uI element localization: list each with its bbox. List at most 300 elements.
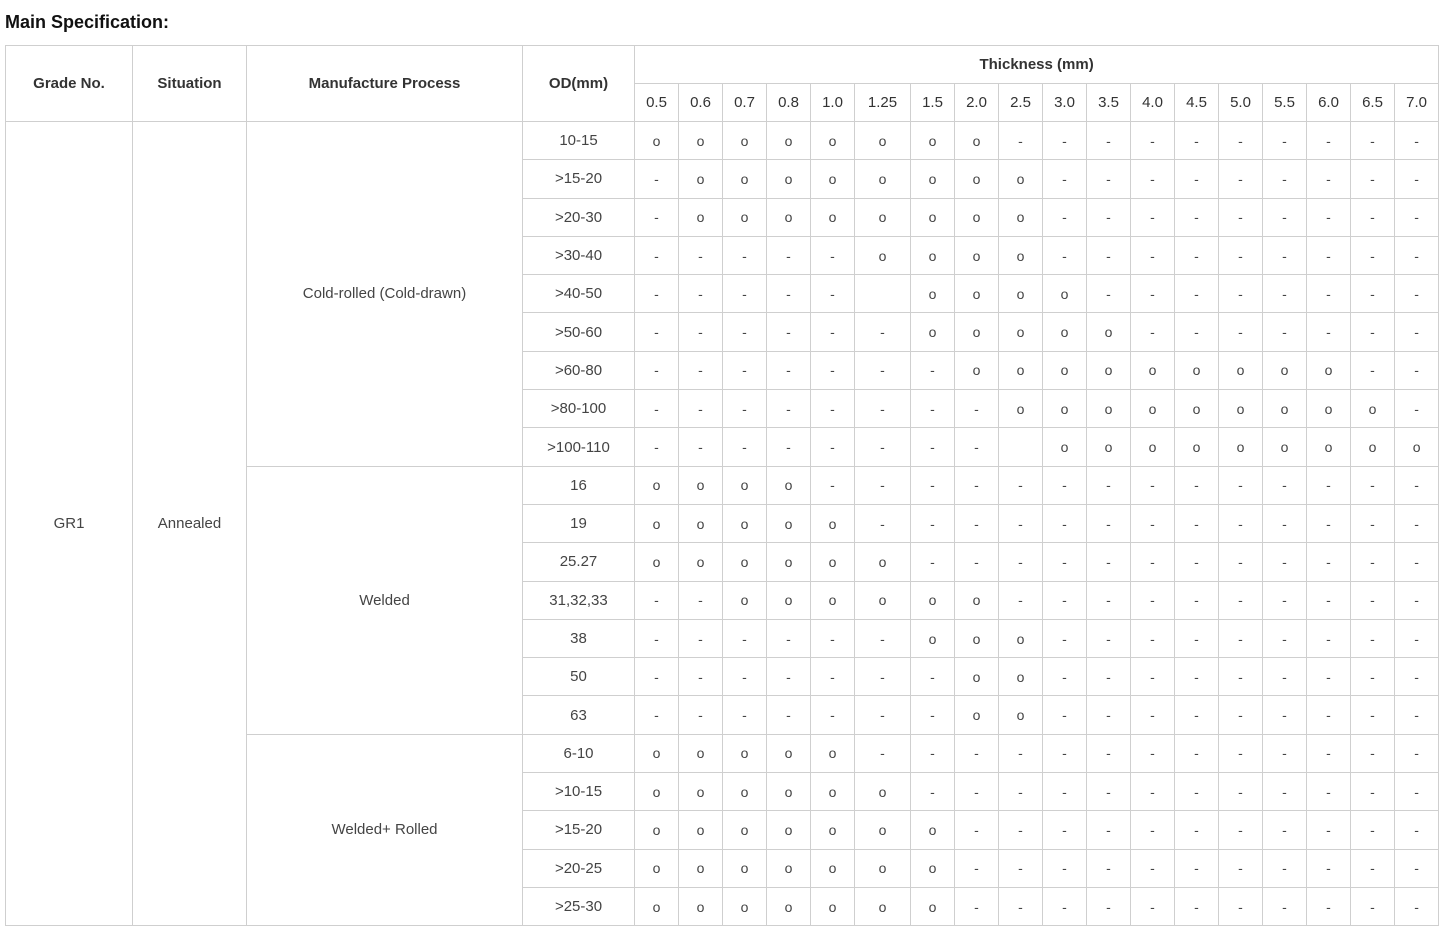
- availability-cell: o: [723, 581, 767, 619]
- availability-cell: -: [1131, 773, 1175, 811]
- header-thickness-value: 2.5: [999, 84, 1043, 122]
- availability-cell: -: [1395, 543, 1439, 581]
- availability-cell: -: [1395, 581, 1439, 619]
- availability-cell: -: [1307, 313, 1351, 351]
- availability-cell: o: [723, 887, 767, 925]
- availability-cell: -: [1351, 198, 1395, 236]
- availability-cell: o: [811, 198, 855, 236]
- availability-cell: -: [1219, 198, 1263, 236]
- availability-cell: -: [1219, 122, 1263, 160]
- availability-cell: o: [1175, 428, 1219, 466]
- availability-cell: [855, 275, 911, 313]
- availability-cell: -: [1175, 160, 1219, 198]
- availability-cell: -: [999, 811, 1043, 849]
- od-cell: 50: [523, 658, 635, 696]
- header-thickness-value: 3.5: [1087, 84, 1131, 122]
- availability-cell: -: [1263, 811, 1307, 849]
- availability-cell: o: [723, 811, 767, 849]
- availability-cell: -: [1263, 581, 1307, 619]
- availability-cell: -: [1307, 581, 1351, 619]
- availability-cell: o: [1307, 351, 1351, 389]
- specification-table: [5, 45, 1439, 926]
- availability-cell: o: [955, 351, 999, 389]
- availability-cell: -: [1395, 122, 1439, 160]
- header-thickness-value: 6.5: [1351, 84, 1395, 122]
- availability-cell: -: [911, 504, 955, 542]
- availability-cell: o: [635, 466, 679, 504]
- availability-cell: o: [955, 122, 999, 160]
- availability-cell: o: [679, 504, 723, 542]
- availability-cell: -: [1043, 581, 1087, 619]
- availability-cell: o: [999, 313, 1043, 351]
- availability-cell: o: [679, 734, 723, 772]
- availability-cell: o: [1087, 428, 1131, 466]
- availability-cell: -: [811, 466, 855, 504]
- availability-cell: o: [955, 198, 999, 236]
- availability-cell: o: [1219, 390, 1263, 428]
- availability-cell: -: [1263, 313, 1307, 351]
- availability-cell: o: [855, 198, 911, 236]
- availability-cell: -: [767, 313, 811, 351]
- availability-cell: -: [911, 734, 955, 772]
- availability-cell: o: [1043, 275, 1087, 313]
- availability-cell: -: [1263, 696, 1307, 734]
- availability-cell: o: [855, 849, 911, 887]
- header-thickness-value: 6.0: [1307, 84, 1351, 122]
- availability-cell: o: [679, 160, 723, 198]
- availability-cell: -: [1175, 466, 1219, 504]
- availability-cell: o: [911, 849, 955, 887]
- availability-cell: -: [679, 619, 723, 657]
- availability-cell: -: [1175, 543, 1219, 581]
- situation-cell: Annealed: [133, 122, 247, 926]
- availability-cell: -: [635, 658, 679, 696]
- availability-cell: -: [1263, 466, 1307, 504]
- availability-cell: -: [911, 390, 955, 428]
- availability-cell: -: [999, 849, 1043, 887]
- availability-cell: -: [1175, 122, 1219, 160]
- availability-cell: -: [1219, 160, 1263, 198]
- availability-cell: -: [723, 658, 767, 696]
- availability-cell: -: [1043, 658, 1087, 696]
- availability-cell: -: [1263, 236, 1307, 274]
- process-cell: Welded: [247, 466, 523, 734]
- availability-cell: -: [811, 428, 855, 466]
- availability-cell: -: [1395, 734, 1439, 772]
- availability-cell: o: [911, 887, 955, 925]
- availability-cell: -: [635, 351, 679, 389]
- availability-cell: -: [635, 619, 679, 657]
- availability-cell: -: [1131, 543, 1175, 581]
- availability-cell: -: [855, 658, 911, 696]
- availability-cell: o: [955, 275, 999, 313]
- availability-cell: -: [1219, 275, 1263, 313]
- availability-cell: -: [999, 773, 1043, 811]
- availability-cell: o: [635, 504, 679, 542]
- availability-cell: -: [1263, 543, 1307, 581]
- availability-cell: o: [635, 543, 679, 581]
- availability-cell: -: [1043, 619, 1087, 657]
- availability-cell: -: [955, 849, 999, 887]
- availability-cell: -: [1351, 351, 1395, 389]
- availability-cell: o: [1263, 428, 1307, 466]
- availability-cell: o: [999, 160, 1043, 198]
- od-cell: >50-60: [523, 313, 635, 351]
- availability-cell: -: [955, 466, 999, 504]
- availability-cell: o: [679, 849, 723, 887]
- availability-cell: -: [767, 658, 811, 696]
- availability-cell: -: [1043, 773, 1087, 811]
- availability-cell: o: [855, 122, 911, 160]
- availability-cell: -: [855, 734, 911, 772]
- availability-cell: -: [1219, 696, 1263, 734]
- od-cell: >10-15: [523, 773, 635, 811]
- availability-cell: -: [911, 773, 955, 811]
- availability-cell: -: [1175, 696, 1219, 734]
- header-thickness-value: 2.0: [955, 84, 999, 122]
- availability-cell: -: [855, 504, 911, 542]
- availability-cell: -: [1307, 773, 1351, 811]
- availability-cell: o: [999, 351, 1043, 389]
- od-cell: 19: [523, 504, 635, 542]
- availability-cell: -: [1263, 198, 1307, 236]
- page-title: Main Specification:: [5, 12, 170, 32]
- header-thickness-value: 7.0: [1395, 84, 1439, 122]
- availability-cell: o: [999, 619, 1043, 657]
- availability-cell: o: [811, 887, 855, 925]
- availability-cell: -: [1395, 198, 1439, 236]
- availability-cell: -: [1219, 658, 1263, 696]
- od-cell: >60-80: [523, 351, 635, 389]
- availability-cell: -: [1307, 275, 1351, 313]
- availability-cell: -: [635, 696, 679, 734]
- availability-cell: o: [767, 198, 811, 236]
- availability-cell: -: [1131, 734, 1175, 772]
- availability-cell: -: [1175, 581, 1219, 619]
- availability-cell: -: [1087, 811, 1131, 849]
- availability-cell: o: [679, 466, 723, 504]
- availability-cell: -: [635, 428, 679, 466]
- availability-cell: -: [1087, 581, 1131, 619]
- availability-cell: -: [1307, 198, 1351, 236]
- availability-cell: -: [1307, 543, 1351, 581]
- availability-cell: -: [1131, 198, 1175, 236]
- od-cell: >20-25: [523, 849, 635, 887]
- availability-cell: o: [855, 811, 911, 849]
- availability-cell: -: [999, 887, 1043, 925]
- availability-cell: -: [679, 428, 723, 466]
- availability-cell: -: [1131, 275, 1175, 313]
- od-cell: >15-20: [523, 160, 635, 198]
- availability-cell: o: [679, 887, 723, 925]
- availability-cell: o: [855, 581, 911, 619]
- availability-cell: -: [1395, 390, 1439, 428]
- availability-cell: o: [767, 543, 811, 581]
- availability-cell: -: [1087, 619, 1131, 657]
- availability-cell: o: [767, 811, 811, 849]
- availability-cell: -: [1087, 849, 1131, 887]
- availability-cell: o: [1087, 390, 1131, 428]
- availability-cell: -: [679, 658, 723, 696]
- availability-cell: o: [999, 198, 1043, 236]
- availability-cell: o: [723, 773, 767, 811]
- availability-cell: -: [911, 696, 955, 734]
- availability-cell: o: [767, 734, 811, 772]
- availability-cell: -: [679, 236, 723, 274]
- header-thickness-value: 4.5: [1175, 84, 1219, 122]
- availability-cell: -: [1351, 887, 1395, 925]
- availability-cell: -: [1175, 236, 1219, 274]
- availability-cell: -: [1219, 504, 1263, 542]
- availability-cell: o: [723, 198, 767, 236]
- availability-cell: -: [855, 313, 911, 351]
- availability-cell: -: [955, 811, 999, 849]
- availability-cell: o: [911, 313, 955, 351]
- availability-cell: o: [1043, 351, 1087, 389]
- availability-cell: o: [635, 849, 679, 887]
- availability-cell: -: [911, 466, 955, 504]
- availability-cell: -: [679, 390, 723, 428]
- availability-cell: -: [999, 466, 1043, 504]
- availability-cell: -: [1351, 504, 1395, 542]
- availability-cell: -: [1219, 619, 1263, 657]
- availability-cell: o: [811, 504, 855, 542]
- header-thickness-value: 5.0: [1219, 84, 1263, 122]
- availability-cell: -: [1219, 543, 1263, 581]
- availability-cell: o: [1351, 428, 1395, 466]
- availability-cell: -: [1351, 658, 1395, 696]
- availability-cell: -: [1131, 581, 1175, 619]
- availability-cell: -: [1395, 160, 1439, 198]
- od-cell: >100-110: [523, 428, 635, 466]
- availability-cell: -: [1131, 619, 1175, 657]
- availability-cell: -: [1175, 811, 1219, 849]
- availability-cell: -: [1175, 275, 1219, 313]
- availability-cell: -: [723, 313, 767, 351]
- availability-cell: -: [1395, 236, 1439, 274]
- availability-cell: -: [723, 351, 767, 389]
- availability-cell: -: [1175, 313, 1219, 351]
- availability-cell: o: [679, 543, 723, 581]
- availability-cell: -: [1043, 160, 1087, 198]
- availability-cell: -: [1175, 887, 1219, 925]
- availability-cell: o: [855, 160, 911, 198]
- availability-cell: -: [1219, 887, 1263, 925]
- availability-cell: o: [767, 122, 811, 160]
- availability-cell: -: [1351, 581, 1395, 619]
- availability-cell: -: [811, 236, 855, 274]
- availability-cell: o: [679, 773, 723, 811]
- availability-cell: -: [1219, 773, 1263, 811]
- availability-cell: -: [1087, 198, 1131, 236]
- header-manufacture-process: Manufacture Process: [247, 46, 523, 122]
- availability-cell: -: [1351, 275, 1395, 313]
- availability-cell: -: [1307, 504, 1351, 542]
- availability-cell: -: [1263, 619, 1307, 657]
- availability-cell: -: [1263, 887, 1307, 925]
- availability-cell: o: [999, 390, 1043, 428]
- availability-cell: -: [1131, 658, 1175, 696]
- availability-cell: o: [767, 773, 811, 811]
- availability-cell: o: [1219, 428, 1263, 466]
- availability-cell: -: [723, 696, 767, 734]
- header-thickness-value: 5.5: [1263, 84, 1307, 122]
- availability-cell: o: [811, 122, 855, 160]
- availability-cell: o: [767, 887, 811, 925]
- availability-cell: -: [1043, 734, 1087, 772]
- availability-cell: o: [723, 122, 767, 160]
- availability-cell: -: [1395, 466, 1439, 504]
- availability-cell: -: [1087, 543, 1131, 581]
- availability-cell: o: [999, 658, 1043, 696]
- header-thickness-value: 1.0: [811, 84, 855, 122]
- availability-cell: -: [1219, 581, 1263, 619]
- availability-cell: -: [855, 351, 911, 389]
- availability-cell: -: [1131, 122, 1175, 160]
- availability-cell: -: [1351, 734, 1395, 772]
- availability-cell: o: [811, 543, 855, 581]
- availability-cell: o: [911, 198, 955, 236]
- availability-cell: o: [767, 504, 811, 542]
- availability-cell: -: [1043, 122, 1087, 160]
- availability-cell: -: [955, 887, 999, 925]
- availability-cell: -: [1219, 313, 1263, 351]
- availability-cell: o: [911, 275, 955, 313]
- availability-cell: -: [1395, 351, 1439, 389]
- availability-cell: o: [955, 619, 999, 657]
- availability-cell: -: [635, 275, 679, 313]
- availability-cell: o: [1307, 428, 1351, 466]
- availability-cell: o: [811, 811, 855, 849]
- availability-cell: -: [1307, 160, 1351, 198]
- process-cell: Cold-rolled (Cold-drawn): [247, 122, 523, 467]
- od-cell: >80-100: [523, 390, 635, 428]
- availability-cell: o: [811, 734, 855, 772]
- availability-cell: o: [911, 160, 955, 198]
- availability-cell: -: [723, 275, 767, 313]
- availability-cell: -: [855, 619, 911, 657]
- availability-cell: -: [1263, 275, 1307, 313]
- availability-cell: o: [955, 581, 999, 619]
- availability-cell: o: [955, 160, 999, 198]
- availability-cell: o: [635, 122, 679, 160]
- availability-cell: o: [855, 887, 911, 925]
- availability-cell: -: [1087, 236, 1131, 274]
- availability-cell: -: [723, 619, 767, 657]
- availability-cell: -: [1395, 811, 1439, 849]
- table-row: [6, 122, 1439, 160]
- availability-cell: o: [635, 734, 679, 772]
- availability-cell: -: [999, 122, 1043, 160]
- availability-cell: o: [1131, 351, 1175, 389]
- availability-cell: -: [1131, 811, 1175, 849]
- availability-cell: -: [811, 275, 855, 313]
- header-row: [6, 46, 1439, 84]
- availability-cell: -: [1131, 849, 1175, 887]
- availability-cell: -: [911, 543, 955, 581]
- availability-cell: o: [811, 160, 855, 198]
- availability-cell: -: [1395, 658, 1439, 696]
- availability-cell: -: [1043, 543, 1087, 581]
- availability-cell: o: [911, 236, 955, 274]
- header-thickness-value: 4.0: [1131, 84, 1175, 122]
- availability-cell: -: [1351, 619, 1395, 657]
- availability-cell: -: [1131, 887, 1175, 925]
- availability-cell: -: [1307, 122, 1351, 160]
- availability-cell: -: [1351, 811, 1395, 849]
- availability-cell: -: [767, 275, 811, 313]
- availability-cell: -: [1395, 275, 1439, 313]
- od-cell: 10-15: [523, 122, 635, 160]
- availability-cell: -: [1263, 504, 1307, 542]
- availability-cell: -: [1043, 236, 1087, 274]
- availability-cell: o: [679, 198, 723, 236]
- header-thickness-value: 0.5: [635, 84, 679, 122]
- availability-cell: o: [1351, 390, 1395, 428]
- availability-cell: -: [1395, 773, 1439, 811]
- availability-cell: -: [1043, 504, 1087, 542]
- availability-cell: o: [1263, 351, 1307, 389]
- availability-cell: -: [1351, 543, 1395, 581]
- availability-cell: -: [723, 236, 767, 274]
- availability-cell: -: [855, 428, 911, 466]
- availability-cell: -: [1263, 849, 1307, 887]
- availability-cell: -: [1175, 658, 1219, 696]
- availability-cell: -: [679, 313, 723, 351]
- availability-cell: -: [1395, 313, 1439, 351]
- availability-cell: -: [635, 160, 679, 198]
- availability-cell: -: [1263, 773, 1307, 811]
- availability-cell: o: [811, 849, 855, 887]
- availability-cell: -: [1307, 734, 1351, 772]
- availability-cell: o: [811, 773, 855, 811]
- availability-cell: -: [767, 428, 811, 466]
- availability-cell: -: [1395, 849, 1439, 887]
- availability-cell: o: [767, 160, 811, 198]
- availability-cell: -: [767, 390, 811, 428]
- availability-cell: o: [955, 696, 999, 734]
- availability-cell: -: [1131, 313, 1175, 351]
- availability-cell: -: [1219, 811, 1263, 849]
- availability-cell: -: [1351, 849, 1395, 887]
- availability-cell: -: [1043, 849, 1087, 887]
- header-thickness-value: 1.25: [855, 84, 911, 122]
- availability-cell: o: [855, 543, 911, 581]
- availability-cell: o: [679, 811, 723, 849]
- availability-cell: -: [1043, 198, 1087, 236]
- availability-cell: -: [1131, 504, 1175, 542]
- availability-cell: o: [1131, 390, 1175, 428]
- availability-cell: o: [767, 849, 811, 887]
- header-thickness-value: 0.6: [679, 84, 723, 122]
- table-body: [6, 122, 1439, 926]
- availability-cell: -: [723, 390, 767, 428]
- availability-cell: -: [1219, 734, 1263, 772]
- availability-cell: -: [1351, 466, 1395, 504]
- header-thickness: Thickness (mm): [635, 46, 1439, 84]
- availability-cell: -: [767, 696, 811, 734]
- availability-cell: -: [1087, 160, 1131, 198]
- availability-cell: o: [999, 696, 1043, 734]
- availability-cell: -: [1307, 811, 1351, 849]
- table-header: [6, 46, 1439, 122]
- availability-cell: -: [1087, 275, 1131, 313]
- availability-cell: -: [1087, 696, 1131, 734]
- availability-cell: o: [911, 811, 955, 849]
- availability-cell: -: [1351, 160, 1395, 198]
- availability-cell: -: [1351, 313, 1395, 351]
- availability-cell: -: [635, 313, 679, 351]
